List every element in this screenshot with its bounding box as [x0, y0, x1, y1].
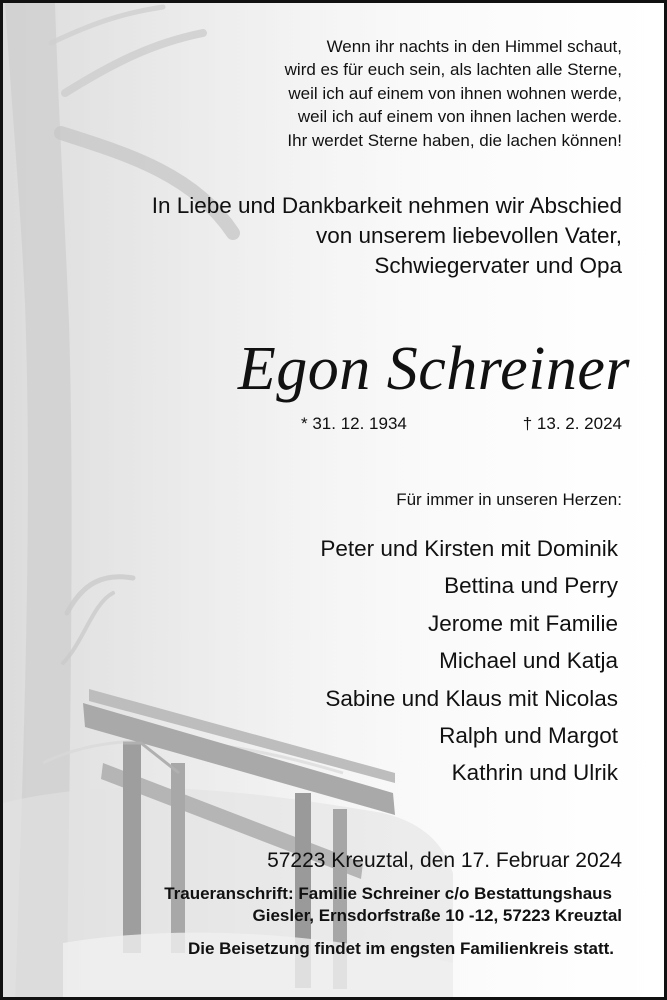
deceased-name: Egon Schreiner	[237, 335, 630, 403]
burial-note: Die Beisetzung findet im engsten Familienkreis statt.	[187, 939, 614, 958]
mourner-entry: Michael und Katja	[439, 648, 618, 674]
mourner-entry: Kathrin und Ulrik	[451, 760, 618, 786]
mourner-entry: Peter und Kirsten mit Dominik	[320, 536, 618, 561]
farewell-intro	[152, 191, 622, 281]
address-line: Giesler, Ernsdorfstraße 10 -12, 57223 Kreuztal	[252, 906, 622, 925]
address-line: Traueranschrift: Familie Schreiner c/o Bestattungshaus	[164, 884, 612, 903]
mourners-list	[320, 530, 618, 792]
intro-line: von unserem liebevollen Vater,	[315, 223, 622, 248]
poem-line: weil ich auf einem von ihnen wohnen werde,	[288, 83, 622, 103]
mourner-entry: Jerome mit Familie	[427, 610, 618, 636]
intro-line: Schwiegervater und Opa	[374, 253, 622, 278]
place-and-date: 57223 Kreuztal, den 17. Februar 2024	[267, 849, 622, 872]
mourner-entry: Ralph und Margot	[439, 722, 618, 748]
mourner-entry: Sabine und Klaus mit Nicolas	[325, 685, 618, 711]
mourning-address	[164, 883, 622, 927]
birth-date: * 31. 12. 1934	[301, 414, 407, 433]
death-date: † 13. 2. 2024	[522, 414, 622, 433]
poem-line: Ihr werdet Sterne haben, die lachen können!	[287, 130, 622, 150]
mourner-entry: Bettina und Perry	[444, 573, 618, 599]
poem-line: weil ich auf einem von ihnen lachen werde.	[297, 107, 622, 127]
poem	[285, 35, 622, 152]
poem-line: Wenn ihr nachts in den Himmel schaut,	[326, 37, 622, 56]
remembrance-tagline: Für immer in unseren Herzen:	[396, 490, 622, 509]
poem-line: wird es für euch sein, als lachten alle Sterne,	[284, 60, 622, 80]
intro-line: In Liebe und Dankbarkeit nehmen wir Abschied	[151, 193, 622, 218]
